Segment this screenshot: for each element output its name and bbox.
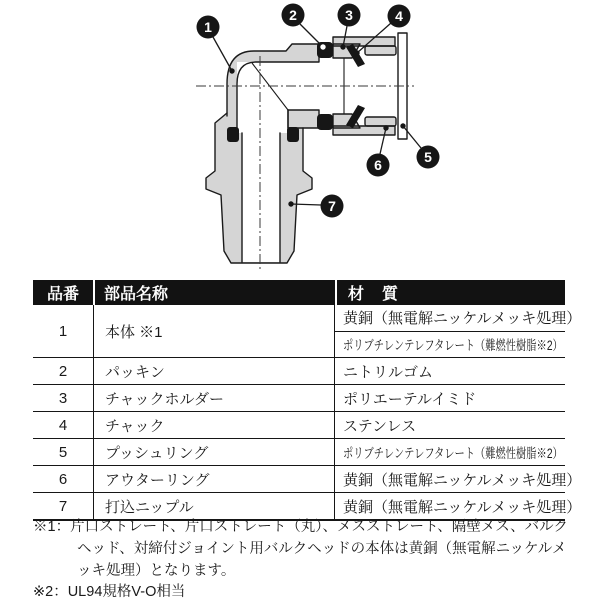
cell-part-no: 3 bbox=[58, 389, 68, 407]
cell-part-no: 6 bbox=[58, 470, 68, 488]
cell-part-no: 4 bbox=[58, 416, 68, 434]
material-entry: 黄銅（無電解ニッケルメッキ処理） bbox=[343, 498, 582, 516]
material-entry: 黄銅（無電解ニッケルメッキ処理） bbox=[343, 310, 582, 328]
cell-material bbox=[335, 493, 582, 519]
cell-part-name: プッシュリング bbox=[93, 439, 335, 465]
leader-dot-6 bbox=[383, 125, 388, 130]
cell-material bbox=[335, 358, 565, 384]
material-entry: ポリエーテルイミド bbox=[343, 390, 477, 408]
material-entry: ニトリルゴム bbox=[343, 363, 434, 381]
callout-number-3: 3 bbox=[345, 7, 353, 23]
cell-part-no: 7 bbox=[58, 497, 68, 515]
leader-dot-7 bbox=[288, 201, 293, 206]
cell-part-name: アウターリング bbox=[93, 466, 335, 492]
callout-number-7: 7 bbox=[328, 198, 336, 214]
leader-dot-2 bbox=[320, 44, 325, 49]
callout-2 bbox=[282, 4, 326, 50]
material-entry: ポリブチレンテレフタレート（難燃性樹脂※2） bbox=[343, 446, 563, 461]
cell-material bbox=[335, 305, 582, 357]
leader-dot-5 bbox=[400, 123, 405, 128]
footnote-2: ※2：UL94規格V-O相当 bbox=[33, 584, 186, 601]
table-body bbox=[33, 305, 582, 521]
callout-number-2: 2 bbox=[289, 7, 297, 23]
fitting-cross-section-diagram bbox=[0, 0, 600, 276]
header-part-name: 部品名称 bbox=[93, 280, 335, 305]
callout-number-1: 1 bbox=[204, 19, 212, 35]
cell-material bbox=[335, 385, 565, 411]
material-entry: ポリブチレンテレフタレート（難燃性樹脂※2） bbox=[335, 331, 565, 358]
material-entry: 黄銅（無電解ニッケルメッキ処理） bbox=[343, 471, 582, 489]
cell-part-no: 5 bbox=[58, 443, 68, 461]
cell-material bbox=[335, 439, 565, 465]
table-row bbox=[33, 412, 565, 439]
callout-number-6: 6 bbox=[374, 157, 382, 173]
callout-5 bbox=[400, 123, 439, 168]
cell-material bbox=[335, 466, 582, 492]
cell-part-name: チャック bbox=[93, 412, 335, 438]
header-material: 材 質 bbox=[335, 280, 565, 305]
cell-part-name: 打込ニップル bbox=[93, 493, 335, 519]
cell-part-no: 1 bbox=[58, 322, 68, 340]
parts-table bbox=[33, 280, 582, 521]
cell-part-no: 2 bbox=[58, 362, 68, 380]
cell-part-name: チャックホルダー bbox=[93, 385, 335, 411]
header-part-no: 品番 bbox=[46, 286, 79, 303]
table-row bbox=[33, 466, 582, 493]
table-row bbox=[33, 385, 565, 412]
table-row bbox=[33, 439, 565, 466]
table-row bbox=[33, 358, 565, 385]
callout-number-4: 4 bbox=[395, 8, 403, 24]
footnotes bbox=[33, 517, 578, 604]
callout-1 bbox=[197, 16, 235, 74]
cell-part-name: 本体 ※1 bbox=[93, 305, 335, 357]
material-entry: ステンレス bbox=[343, 417, 417, 435]
table-header-row bbox=[33, 280, 565, 305]
cell-part-name: パッキン bbox=[93, 358, 335, 384]
leader-line-1 bbox=[213, 37, 232, 71]
table-row bbox=[33, 305, 582, 358]
leader-dot-4 bbox=[354, 50, 359, 55]
leader-dot-3 bbox=[340, 44, 345, 49]
leader-line-5 bbox=[403, 126, 421, 148]
footnote-1: ※1：片口ストレート、片口ストレート（丸）、メスストレート、隔壁メス、バルクヘッド、対締付ジョイント用バルクヘッドの本体は黄銅（無電解ニッケルメッキ処理）となります。 bbox=[33, 519, 568, 579]
leader-dot-1 bbox=[229, 68, 234, 73]
callout-number-5: 5 bbox=[424, 149, 432, 165]
cell-material bbox=[335, 412, 565, 438]
